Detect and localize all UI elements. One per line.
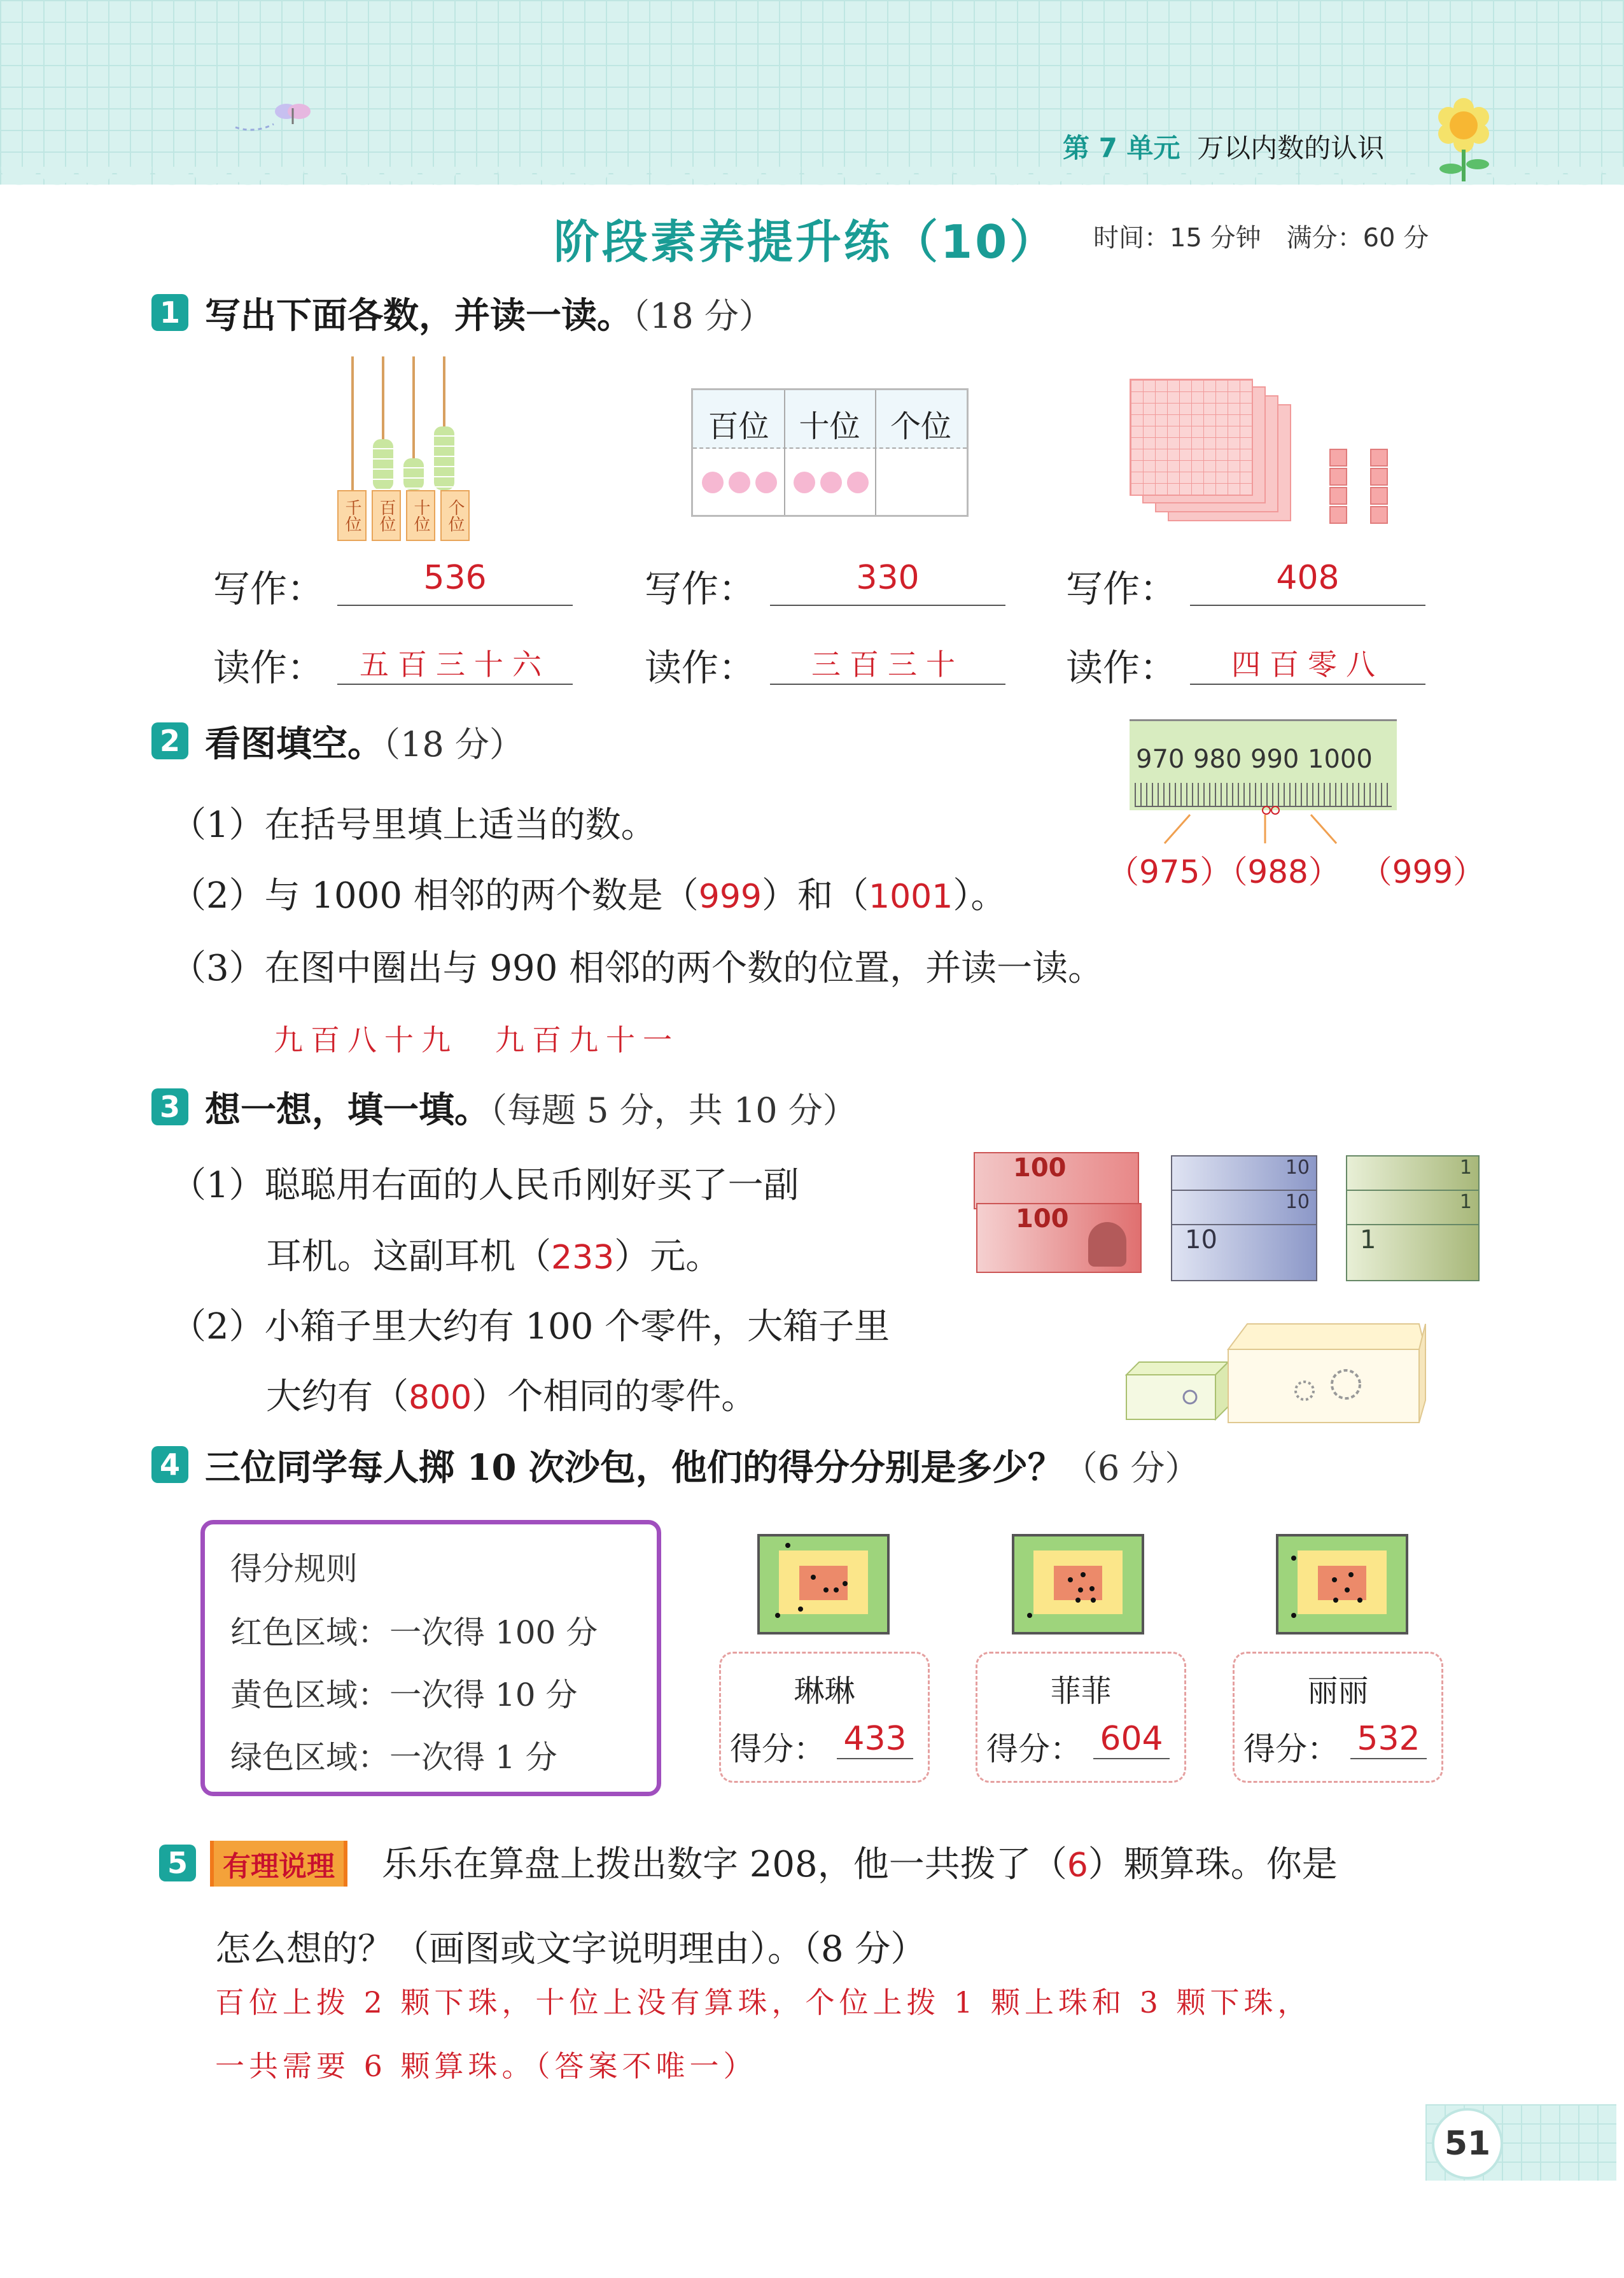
banknote: 10 — [1171, 1155, 1317, 1193]
q2-score: （18 分） — [383, 724, 524, 764]
score-answer: 604 — [1093, 1720, 1170, 1759]
banknote: 100 — [976, 1203, 1142, 1273]
student-name: 琳琳 — [794, 1673, 855, 1709]
rule-item: 绿色区域：一次得 1 分 — [230, 1739, 557, 1776]
rule-item: 黄色区域：一次得 10 分 — [230, 1677, 578, 1713]
q2-answer-read: 九百八十九 九百九十一 — [274, 1023, 680, 1057]
unit-title: 万以内数的认识 — [1197, 132, 1385, 164]
question-number: 5 — [159, 1845, 196, 1881]
page-number: 51 — [1432, 2108, 1503, 2179]
place-value-table — [691, 388, 969, 517]
target-board — [1012, 1534, 1144, 1635]
banknote: 10 — [1171, 1224, 1317, 1281]
ruler-answers — [1107, 847, 1485, 892]
score-answer: 433 — [837, 1720, 913, 1759]
flower-icon — [1425, 89, 1502, 185]
banknote: 10 — [1171, 1190, 1317, 1228]
counters-tens — [794, 472, 869, 493]
page-title: 阶段素养提升练（10） — [554, 215, 1058, 269]
q3-sub2-line2: 大约有（800）个相同的零件。 — [266, 1376, 757, 1417]
question-text — [205, 1082, 857, 1133]
scoring-rules-box — [200, 1520, 661, 1796]
ruler-tick-label: 1000 — [1308, 745, 1373, 774]
q3-score: （每题 5 分，共 10 分） — [490, 1090, 857, 1130]
abacus-label: 千位 — [337, 490, 367, 541]
ruler-answer: （975） — [1107, 854, 1232, 890]
header-scallop — [0, 167, 1624, 192]
write-label: 写作： — [213, 567, 325, 610]
abacus-figure — [337, 356, 465, 541]
banknote-stack-100 — [974, 1152, 1145, 1279]
answer-800: 800 — [409, 1379, 472, 1417]
banknote-stack-10 — [1171, 1155, 1324, 1283]
student-name: 菲菲 — [1050, 1673, 1112, 1709]
write-label: 写作： — [645, 567, 756, 610]
score-card — [976, 1652, 1186, 1783]
answer-999: 999 — [698, 878, 762, 916]
q5-text-line2: 怎么想的？（画图或文字说明理由）。（8 分） — [215, 1929, 927, 1970]
q1-text: 写出下面各数，并读一读。 — [205, 295, 633, 337]
q5-explanation-2: 一共需要 6 颗算珠。（答案不唯一） — [215, 2049, 757, 2083]
ruler-tick-label: 970 — [1136, 745, 1185, 774]
answer-233: 233 — [551, 1239, 615, 1277]
butterfly-icon — [229, 89, 318, 140]
counters-hundreds — [702, 472, 777, 493]
answer-read-3: 四百零八 — [1190, 642, 1425, 685]
question-text — [205, 1440, 1199, 1491]
score-label: 得分： — [1243, 1731, 1339, 1768]
answer-write-3: 408 — [1190, 559, 1425, 606]
abacus-label: 十位 — [406, 490, 435, 541]
write-label: 写作： — [1066, 567, 1177, 610]
table-header: 个位 — [890, 409, 951, 444]
q2-sub1: （1）在括号里填上适当的数。 — [171, 805, 657, 846]
score-card — [719, 1652, 930, 1783]
q2-text: 看图填空。 — [205, 723, 383, 765]
rules-title: 得分规则 — [230, 1550, 358, 1587]
q5-text: 乐乐在算盘上拨出数字 208，他一共拨了（6）颗算珠。你是 — [382, 1844, 1338, 1885]
question-number: 1 — [151, 294, 188, 331]
base-ten-blocks — [1130, 379, 1416, 525]
question-text — [205, 716, 524, 767]
banknote-stack-1 — [1346, 1155, 1483, 1283]
score-card — [1233, 1652, 1443, 1783]
answer-read-2: 三百三十 — [770, 642, 1005, 685]
abacus-label: 个位 — [440, 490, 470, 541]
student-name: 丽丽 — [1307, 1673, 1369, 1709]
q2-sub2: （2）与 1000 相邻的两个数是（999）和（1001）。 — [171, 875, 1007, 917]
q4-score: （6 分） — [1063, 1448, 1200, 1488]
ruler-arrows — [1120, 805, 1438, 850]
parts-boxes — [1120, 1318, 1438, 1432]
answer-1001: 1001 — [869, 878, 953, 916]
table-header: 十位 — [799, 409, 860, 444]
ruler-tick-label: 990 — [1250, 745, 1299, 774]
q4-text: 三位同学每人掷 10 次沙包，他们的得分分别是多少？ — [205, 1447, 1063, 1489]
number-ruler — [1130, 719, 1397, 808]
answer-read-1: 五百三十六 — [337, 642, 573, 685]
table-header: 百位 — [708, 409, 769, 444]
ruler-answer: （988） — [1231, 854, 1340, 890]
answer-6: 6 — [1067, 1846, 1088, 1885]
question-number: 2 — [151, 722, 188, 759]
target-board — [1276, 1534, 1408, 1635]
score-label: 得分： — [986, 1731, 1082, 1768]
unit-label: 第 7 单元 — [1063, 132, 1180, 164]
question-number: 4 — [151, 1446, 188, 1483]
score-label: 得分： — [730, 1731, 825, 1768]
abacus-label: 百位 — [372, 490, 401, 541]
rule-item: 红色区域：一次得 100 分 — [230, 1614, 598, 1651]
answer-write-2: 330 — [770, 559, 1005, 606]
banknote: 1 — [1346, 1190, 1480, 1228]
read-label: 读作： — [645, 646, 756, 689]
banknote: 1 — [1346, 1155, 1480, 1193]
q3-text: 想一想，填一填。 — [205, 1089, 490, 1131]
unit-header — [1063, 127, 1384, 165]
ruler-tick-label: 980 — [1193, 745, 1242, 774]
question-text — [205, 288, 773, 339]
q3-sub2-line1: （2）小箱子里大约有 100 个零件，大箱子里 — [171, 1306, 890, 1347]
reasoning-badge: 有理说理 — [210, 1841, 347, 1887]
q1-score: （18 分） — [633, 296, 773, 336]
q5-explanation-1: 百位上拨 2 颗下珠，十位上没有算珠，个位上拨 1 颗上珠和 3 颗下珠， — [215, 1985, 1312, 2020]
banknote: 100 — [974, 1152, 1139, 1209]
question-number: 3 — [151, 1088, 188, 1125]
score-answer: 532 — [1350, 1720, 1427, 1759]
q2-sub3: （3）在图中圈出与 990 相邻的两个数的位置，并读一读。 — [171, 948, 1104, 989]
q3-sub1-line1: （1）聪聪用右面的人民币刚好买了一副 — [171, 1165, 799, 1206]
read-label: 读作： — [1066, 646, 1177, 689]
ruler-answer: （999） — [1360, 854, 1485, 890]
target-board — [757, 1534, 890, 1635]
q3-sub1-line2: 耳机。这副耳机（233）元。 — [266, 1236, 722, 1277]
time-info: 时间：15 分钟 满分：60 分 — [1093, 223, 1429, 253]
banknote: 1 — [1346, 1224, 1480, 1281]
answer-write-1: 536 — [337, 559, 573, 606]
read-label: 读作： — [213, 646, 325, 689]
